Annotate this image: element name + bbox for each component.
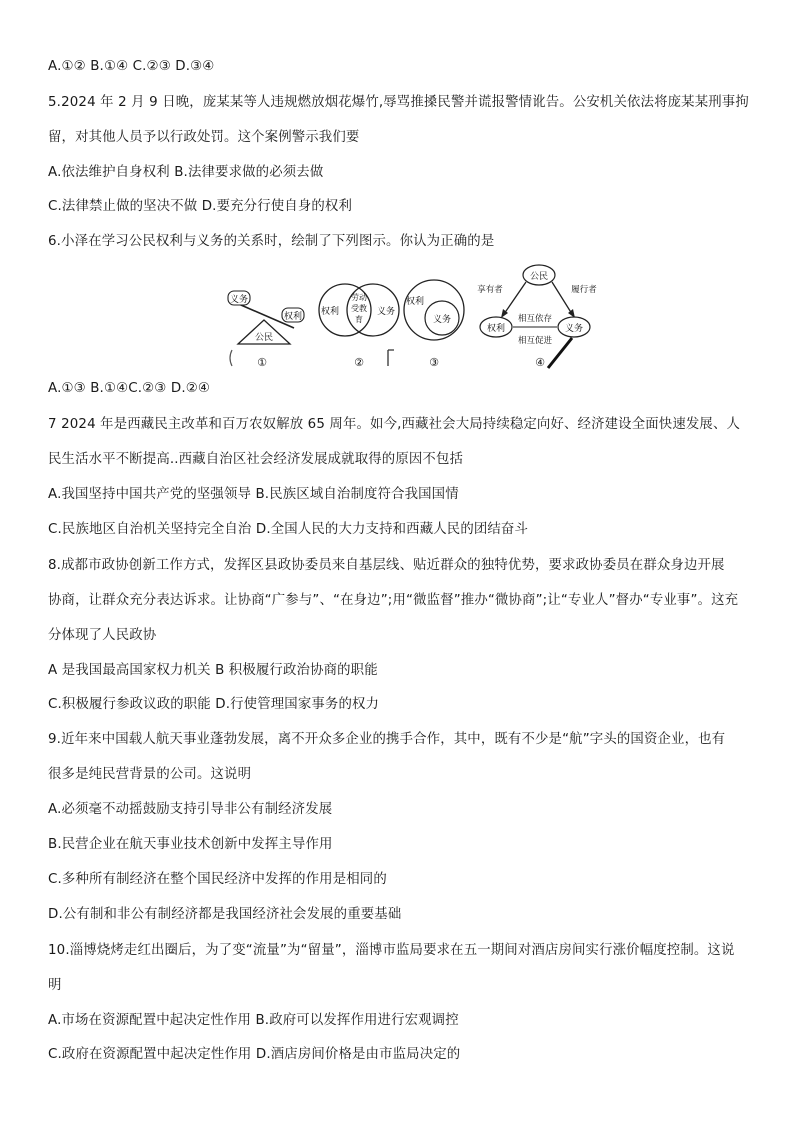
- q8-stem-line2: 协商，让群众充分表达诉求。让协商“广参与”、“在身边”;用“微监督”推办“微协商”;让“专业人”督办“专业事”。这充: [48, 593, 739, 608]
- q5-stem-line2: 留，对其他人员予以行政处罚。这个案例警示我们要: [48, 130, 360, 145]
- q10-stem-line1: 10.淄博烧烤走红出圈后，为了变“流量”为“留量”，淄博市监局要求在五一期间对酒店房间实行涨价幅度控制。这说: [48, 943, 735, 958]
- q4-options: A.①② B.①④ C.②③ D.③④: [48, 59, 215, 74]
- q8-stem-line3: 分体现了人民政协: [48, 628, 157, 643]
- q7-options-cd: C.民族地区自治机关坚持完全自治 D.全国人民的大力支持和西藏人民的团结奋斗: [48, 522, 529, 537]
- q7-stem-line1: 7 2024 年是西藏民主改革和百万农奴解放 65 周年。如今,西藏社会大局持续稳定向好、经济建设全面快速发展、人: [48, 417, 741, 432]
- d2-right-label: 权利: [320, 307, 340, 317]
- diagram-3: [404, 280, 464, 369]
- d3-outer-label: 权利: [405, 297, 425, 307]
- d2-mid-label-1: 劳动: [351, 293, 367, 302]
- q9-option-d: D.公有制和非公有制经济都是我国经济社会发展的重要基础: [48, 907, 402, 922]
- d4-perform-label: 履行者: [571, 285, 597, 295]
- d4-mutual-label-1: 相互依存: [517, 314, 553, 324]
- d1-right-label: 权利: [283, 312, 303, 322]
- diagram-2: [319, 284, 399, 369]
- d1-number: ①: [257, 356, 267, 369]
- d4-right-label: 权利: [486, 324, 506, 334]
- q9-option-c: C.多种所有制经济在整个国民经济中发挥的作用是相同的: [48, 872, 387, 887]
- diagram-4: [477, 265, 597, 369]
- d4-duty-label: 义务: [564, 324, 584, 334]
- d4-citizen-label: 公民: [529, 272, 549, 282]
- q6-diagrams-svg: [222, 262, 600, 370]
- q9-option-b: B.民营企业在航天事业技术创新中发挥主导作用: [48, 837, 333, 852]
- d4-number: ④: [535, 356, 545, 369]
- q5-options-cd: C.法律禁止做的坚决不做 D.要充分行使自身的权利: [48, 199, 352, 214]
- d2-number: ②: [354, 356, 364, 369]
- d2-mid-label-2: 受教: [351, 304, 367, 313]
- d4-enjoy-label: 享有者: [477, 285, 503, 295]
- q9-stem-line2: 很多是纯民营背景的公司。这说明: [48, 767, 252, 782]
- q10-options-ab: A.市场在资源配置中起决定性作用 B.政府可以发挥作用进行宏观调控: [48, 1013, 459, 1028]
- q8-stem-line1: 8.成都市政协创新工作方式，发挥区县政协委员来自基层线、贴近群众的独特优势，要求政协委员在群众身边开展: [48, 558, 725, 573]
- d1-citizen-label: 公民: [254, 333, 274, 343]
- q7-stem-line2: 民生活水平不断提高..西藏自治区社会经济发展成就取得的原因不包括: [48, 452, 464, 467]
- q10-options-cd: C.政府在资源配置中起决定性作用 D.酒店房间价格是由市监局决定的: [48, 1047, 461, 1062]
- q8-options-cd: C.积极履行参政议政的职能 D.行使管理国家事务的权力: [48, 697, 380, 712]
- q6-options: A.①③ B.①④C.②③ D.②④: [48, 381, 211, 396]
- q6-figure: [222, 262, 600, 370]
- q7-options-ab: A.我国坚持中国共产党的坚强领导 B.民族区域自治制度符合我国国情: [48, 487, 459, 502]
- d4-mutual-label-2: 相互促进: [517, 336, 553, 346]
- d3-inner-label: 义务: [432, 315, 452, 325]
- q5-options-ab: A.依法维护自身权利 B.法律要求做的必须去做: [48, 165, 324, 180]
- q8-options-ab: A 是我国最高国家权力机关 B 积极履行政治协商的职能: [48, 663, 378, 678]
- d3-number: ③: [429, 356, 439, 369]
- d2-duty-label: 义务: [376, 307, 396, 317]
- diagram-1: [228, 291, 304, 369]
- d2-mid-label-3: 育: [355, 315, 363, 324]
- d1-duty-label: 义务: [229, 295, 249, 305]
- q9-option-a: A.必须毫不动摇鼓励支持引导非公有制经济发展: [48, 802, 333, 817]
- q9-stem-line1: 9.近年来中国载人航天事业蓬勃发展，离不开众多企业的携手合作，其中，既有不少是“航”字头的国资企业，也有: [48, 732, 726, 747]
- q5-stem-line1: 5.2024 年 2 月 9 日晚，庞某某等人违规燃放烟花爆竹,辱骂推搡民警并谎报警情讹告。公安机关依法将庞某某刑事拘: [48, 95, 749, 110]
- q10-stem-line2: 明: [48, 978, 62, 993]
- q6-stem: 6.小泽在学习公民权利与义务的关系时，绘制了下列图示。你认为正确的是: [48, 234, 495, 249]
